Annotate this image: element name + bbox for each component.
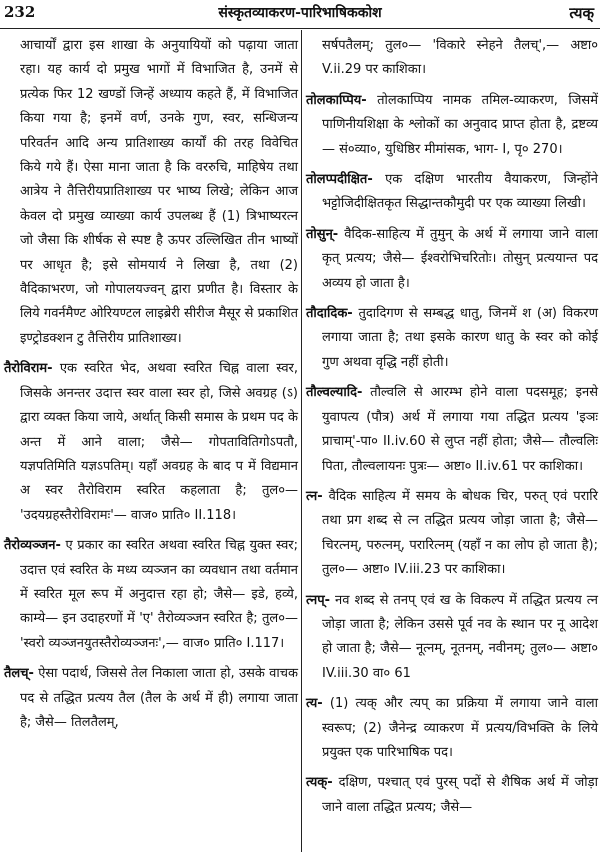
entry-term: तैरोव्यञ्जन- (4, 538, 61, 554)
page-header (0, 0, 600, 29)
entry-tolappadikshit (306, 168, 598, 217)
guide-word: त्यक् (569, 4, 594, 22)
entry-tailach (4, 662, 298, 735)
entry-tairovyanjan (4, 534, 298, 656)
entry-term: त्यक्- (306, 775, 333, 791)
entry-term: तौदादिक- (306, 306, 353, 322)
right-column (306, 34, 598, 820)
entry-term: तोलकाप्पिय- (306, 92, 367, 108)
entry-term: तोलप्पदीक्षित- (306, 172, 373, 188)
entry-text: एक स्वरित भेद, अथवा स्वरित चिह्न वाला स्वर, जिसके अनन्तर उदात्त स्वर वाला स्वर हो, जिसे अवग्रह (ऽ) द्वारा व्यक्त किया जाये, अर्थात् किसी समास के प्रथम पद के अन्त में आने वाला; जैसे— गोपतावितिगोऽपतौ, यज्ञपतिमिति यज्ञऽपतिम्। यहाँ अवग्रह के बाद प में विद्यमान अ स्वर तैरोविराम स्वरित कहलाता है; तुल०— 'उदयग्रहस्तैरोविरामः'— वाज० प्राति० II.118। (20, 361, 298, 523)
entry-term: त्य- (306, 696, 323, 712)
entry-text: तोलकाप्पिय नामक तमिल-व्याकरण, जिसमें पाणिनीयशिक्षा के श्लोकों का अनुवाद प्राप्त होता है, द्रष्टव्य— सं०व्या०, युधिष्ठिर मीमांसक, भाग- I, पृ० 270। (322, 92, 598, 157)
left-column (4, 34, 298, 735)
entry-tna (306, 485, 598, 583)
continuation-paragraph: सर्षपतैलम्; तुल०— 'विकारे स्नेहने तैलच्',— अष्टा० V.ii.29 पर काशिका। (322, 38, 598, 78)
entry-taulvalyadi (306, 381, 598, 479)
entry-tosun (306, 223, 598, 296)
running-title: संस्कृतव्याकरण-पारिभाषिककोश (218, 5, 382, 21)
entry-text: वैदिक साहित्य में समय के बोधक चिर, परुत् एवं परारि तथा प्रग शब्द से त्न तद्धित प्रत्यय जोड़ा जाता है; जैसे— चिरत्नम्, परुत्नम्, परारित्नम् (यहाँ न का लोप हो जाता है); तुल०— अष्टा० IV.iii.23 पर काशिका। (322, 488, 598, 578)
entry-tairoviram (4, 357, 298, 528)
entry-term: तौल्वल्यादि- (306, 385, 363, 401)
column-divider (301, 30, 302, 852)
entry-tolkappiya (306, 89, 598, 162)
entry-tyak (306, 771, 598, 820)
entry-text: तौल्वलि से आरम्भ होने वाला पदसमूह; इनसे युवापत्य (पौत्र) अर्थ में लगाया गया तद्धित प्रत्यय 'इञः प्राचाम्'-पा० II.iv.60 से लुप्त नहीं होता; जैसे— तौल्वलिः पिता, तौल्वलायनः पुत्रः— अष्टा० II.iv.61 पर काशिका। (322, 385, 598, 474)
page-number: 232 (4, 3, 36, 21)
entry-text: नव शब्द से तनप् एवं ख के विकल्प में तद्धित प्रत्यय त्न जोड़ा जाता है; लेकिन उससे पूर्व नव के स्थान पर नू आदेश हो जाता है; जैसे— नूत्नम्, नूतनम्, नवीनम्; तुल०— अष्टा० IV.iii.30 वा० 61 (322, 592, 598, 681)
entry-taudadik (306, 302, 598, 375)
entry-text: (1) त्यक् और त्यप् का प्रक्रिया में लगाया जाने वाला स्वरूप; (2) जैनेन्द्र व्याकरण में प्रत्यय/विभक्ति के लिये प्रयुक्त एक पारिभाषिक पद। (322, 696, 598, 760)
entry-term: तोसुन्- (306, 226, 339, 242)
entry-term: तैरोविराम- (4, 361, 53, 377)
entry-tnap (306, 589, 598, 687)
entry-text: ए प्रकार का स्वरित अथवा स्वरित चिह्न युक्त स्वर; उदात्त एवं स्वरित के मध्य व्यञ्जन का व्यवधान तथा वर्तमान में स्वरित मूल रूप में अनुदात्त रहा हो; जैसे— इडे, हव्ये, काम्ये— इन उदाहरणों में 'ए' तैरोव्यञ्जन स्वरित है; तुल०— 'स्वरो व्यञ्जनयुतस्तैरोव्यञ्जनः',— वाज० प्राति० I.117। (20, 538, 298, 651)
entry-text: ऐसा पदार्थ, जिससे तेल निकाला जाता हो, उसके वाचक पद से तद्धित प्रत्यय तैल (तैल के अर्थ में ही) लगाया जाता है; जैसे— तिलतैलम्, (20, 666, 298, 730)
entry-term: त्न- (306, 488, 323, 504)
entry-tya (306, 692, 598, 765)
entry-term: तैलच्- (4, 666, 34, 682)
entry-text: तुदादिगण से सम्बद्ध धातु, जिनमें श (अ) विकरण लगाया जाता है; तथा इसके कारण धातु के स्वर को कोई गुण अथवा वृद्धि नहीं होती। (322, 306, 598, 370)
intro-paragraph: आचार्यों द्वारा इस शाखा के अनुयायियों को पढ़ाया जाता रहा। यह कार्य दो प्रमुख भागों में विभाजित है, उनमें से प्रत्येक फिर 12 खण्डों जिन्हें अध्याय कहते हैं, में विभाजित किया गया है; इनमें वर्ण, उनके गुण, स्वर, सन्धिजन्य परिवर्तन आदि अन्य प्रातिशाख्य कार्यों की तरह विवेचित किये गये हैं। ऐसा माना जाता है कि वररुचि, माहिषेय तथा आत्रेय ने तैत्तिरीयप्रातिशाख्य पर भाष्य लिखे; लेकिन आज केवल दो प्रमुख व्याख्या कार्य उपलब्ध हैं (1) त्रिभाष्यरत्न जो जैसा कि शीर्षक से स्पष्ट है ऊपर उल्लिखित तीन भाष्यों पर आधृत है; इसे सोमयार्य ने लिखा है, तथा (2) वैदिकाभरण, जो गोपालयज्वन् द्वारा प्रणीत है। विस्तार के लिये गवर्नमैण्ट ओरियण्टल लाइब्रेरी सीरीज मैसूर से प्रकाशित इण्ट्रोडक्शन टु तैत्तिरीय प्रातिशाख्य। (20, 38, 298, 346)
entry-text: वैदिक-साहित्य में तुमुन् के अर्थ में लगाया जाने वाला कृत् प्रत्यय; जैसे— ईश्वरोभिचरितोः। तोसुन् प्रत्ययान्त पद अव्यय हो जाता है। (322, 226, 598, 291)
entry-text: दक्षिण, पश्चात् एवं पुरस् पदों से शैषिक अर्थ में जोड़ा जाने वाला तद्धित प्रत्यय; जैसे— (322, 775, 598, 815)
entry-term: त्नप्- (306, 592, 330, 608)
entry-text: एक दक्षिण भारतीय वैयाकरण, जिन्होंने भट्टोजिदीक्षितकृत सिद्धान्तकौमुदी पर एक व्याख्या लिखी। (322, 172, 598, 212)
